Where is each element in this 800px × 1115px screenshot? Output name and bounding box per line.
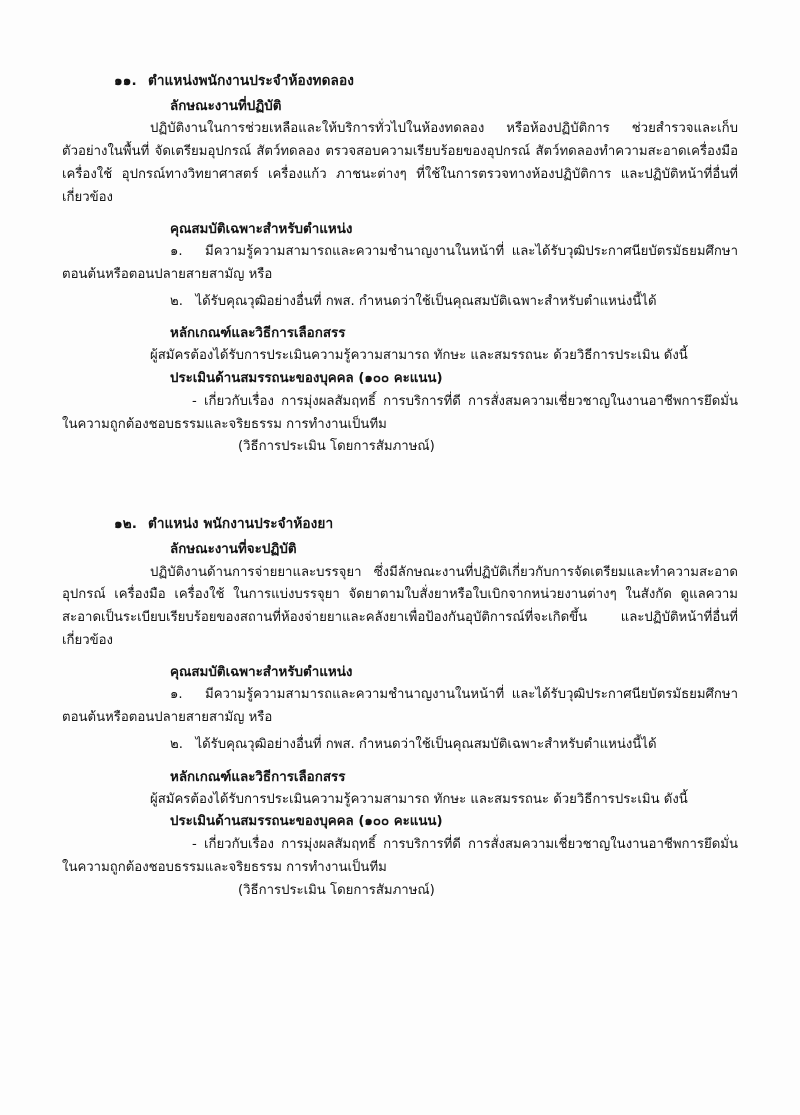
duties-heading: ลักษณะงานที่จะปฏิบัติ xyxy=(170,542,297,558)
section-number: ๑๒. xyxy=(114,516,138,533)
criteria-paragraph: ผู้สมัครต้องได้รับการประเมินความรู้ความสามารถ ทักษะ และสมรรถนะ ด้วยวิธีการประเมิน ดังนี้ xyxy=(150,348,688,364)
section-heading xyxy=(62,513,738,536)
qualification-number: ๒. xyxy=(170,293,183,309)
assessment-detail: - เกี่ยวกับเรื่อง การมุ่งผลสัมฤทธิ์ การบริการที่ดี การสั่งสมความเชี่ยวชาญในงานอาชีพการยึดมั่นในความถูกต้องชอบธรรมและจริยธรรม การทำงานเป็นทีม xyxy=(62,394,738,432)
qualification-item xyxy=(62,241,738,286)
document-body xyxy=(62,70,738,902)
duties-paragraph: ปฏิบัติงานด้านการจ่ายยาและบรรจุยา ซึ่งมีลักษณะงานที่ปฏิบัติเกี่ยวกับการจัดเตรียมและทำความสะอาดอุปกรณ์ เครื่องมือ เครื่องใช้ ในการแบ่งบรรจุยา จัดยาตามใบสั่งยาหรือใบเบิกจากหน่วยงานต่างๆ ในสังกัด ดูแลความสะอาดเป็นระเบียบเรียบร้อยของสถานที่ห้องจ่ายยาและคลังยาเพื่อป้องกันอุบัติการณ์ที่จะเกิดขึ้น และปฏิบัติหน้าที่อื่นที่เกี่ยวข้อง xyxy=(62,564,738,648)
assessment-detail: - เกี่ยวกับเรื่อง การมุ่งผลสัมฤทธิ์ การบริการที่ดี การสั่งสมความเชี่ยวชาญในงานอาชีพการยึดมั่นในความถูกต้องชอบธรรมและจริยธรรม การทำงานเป็นทีม xyxy=(62,837,738,875)
section-gap xyxy=(62,459,738,513)
job-section-12 xyxy=(62,513,738,902)
qualification-text: มีความรู้ความสามารถและความชำนาญงานในหน้าที่ และได้รับวุฒิประกาศนียบัตรมัธยมศึกษาตอนต้นหรือตอนปลายสายสามัญ หรือ xyxy=(62,687,739,726)
job-section-11 xyxy=(62,70,738,459)
criteria-heading: หลักเกณฑ์และวิธีการเลือกสรร xyxy=(170,326,346,342)
qualification-number: ๒. xyxy=(170,736,183,752)
qualification-item xyxy=(62,291,738,314)
qualification-number: ๑. xyxy=(170,244,183,260)
duties-paragraph: ปฏิบัติงานในการช่วยเหลือและให้บริการทั่วไปในห้องทดลอง หรือห้องปฏิบัติการ ช่วยสำรวจและเก็บตัวอย่างในพื้นที่ จัดเตรียมอุปกรณ์ สัตว์ทดลอง ตรวจสอบความเรียบร้อยของอุปกรณ์ สัตว์ทดลองทำความสะอาดเครื่องมือเครื่องใช้ อุปกรณ์ทางวิทยาศาสตร์ เครื่องแก้ว ภาชนะต่างๆ ที่ใช้ในการตรวจทางห้องปฏิบัติการ และปฏิบัติหน้าที่อื่นที่เกี่ยวข้อง xyxy=(62,121,738,205)
section-title: ตำแหน่งพนักงานประจำห้องทดลอง xyxy=(148,73,354,89)
assessment-method: (วิธีการประเมิน โดยการสัมภาษณ์) xyxy=(238,882,435,898)
assessment-title: ประเมินด้านสมรรถนะของบุคคล (๑๐๐ คะแนน) xyxy=(170,814,443,830)
section-title: ตำแหน่ง พนักงานประจำห้องยา xyxy=(148,516,334,533)
section-heading xyxy=(62,70,738,93)
qualification-number: ๑. xyxy=(170,687,183,703)
qualification-text: ได้รับคุณวุฒิอย่างอื่นที่ กพส. กำหนดว่าใช้เป็นคุณสมบัติเฉพาะสำหรับตำแหน่งนี้ได้ xyxy=(195,293,657,309)
qualification-heading: คุณสมบัติเฉพาะสำหรับตำแหน่ง xyxy=(170,222,353,238)
criteria-paragraph: ผู้สมัครต้องได้รับการประเมินความรู้ความสามารถ ทักษะ และสมรรถนะ ด้วยวิธีการประเมิน ดังนี้ xyxy=(150,791,688,807)
assessment-method: (วิธีการประเมิน โดยการสัมภาษณ์) xyxy=(238,439,435,455)
assessment-title: ประเมินด้านสมรรถนะของบุคคล (๑๐๐ คะแนน) xyxy=(170,371,443,387)
criteria-heading: หลักเกณฑ์และวิธีการเลือกสรร xyxy=(170,769,346,785)
qualification-heading: คุณสมบัติเฉพาะสำหรับตำแหน่ง xyxy=(170,665,353,681)
qualification-text: ได้รับคุณวุฒิอย่างอื่นที่ กพส. กำหนดว่าใช้เป็นคุณสมบัติเฉพาะสำหรับตำแหน่งนี้ได้ xyxy=(195,736,657,752)
qualification-text: มีความรู้ความสามารถและความชำนาญงานในหน้าที่ และได้รับวุฒิประกาศนียบัตรมัธยมศึกษาตอนต้นหรือตอนปลายสายสามัญ หรือ xyxy=(62,244,739,282)
section-number: ๑๑. xyxy=(114,73,137,89)
qualification-item xyxy=(62,684,738,729)
duties-heading: ลักษณะงานที่ปฏิบัติ xyxy=(170,99,282,115)
qualification-item xyxy=(62,734,738,757)
